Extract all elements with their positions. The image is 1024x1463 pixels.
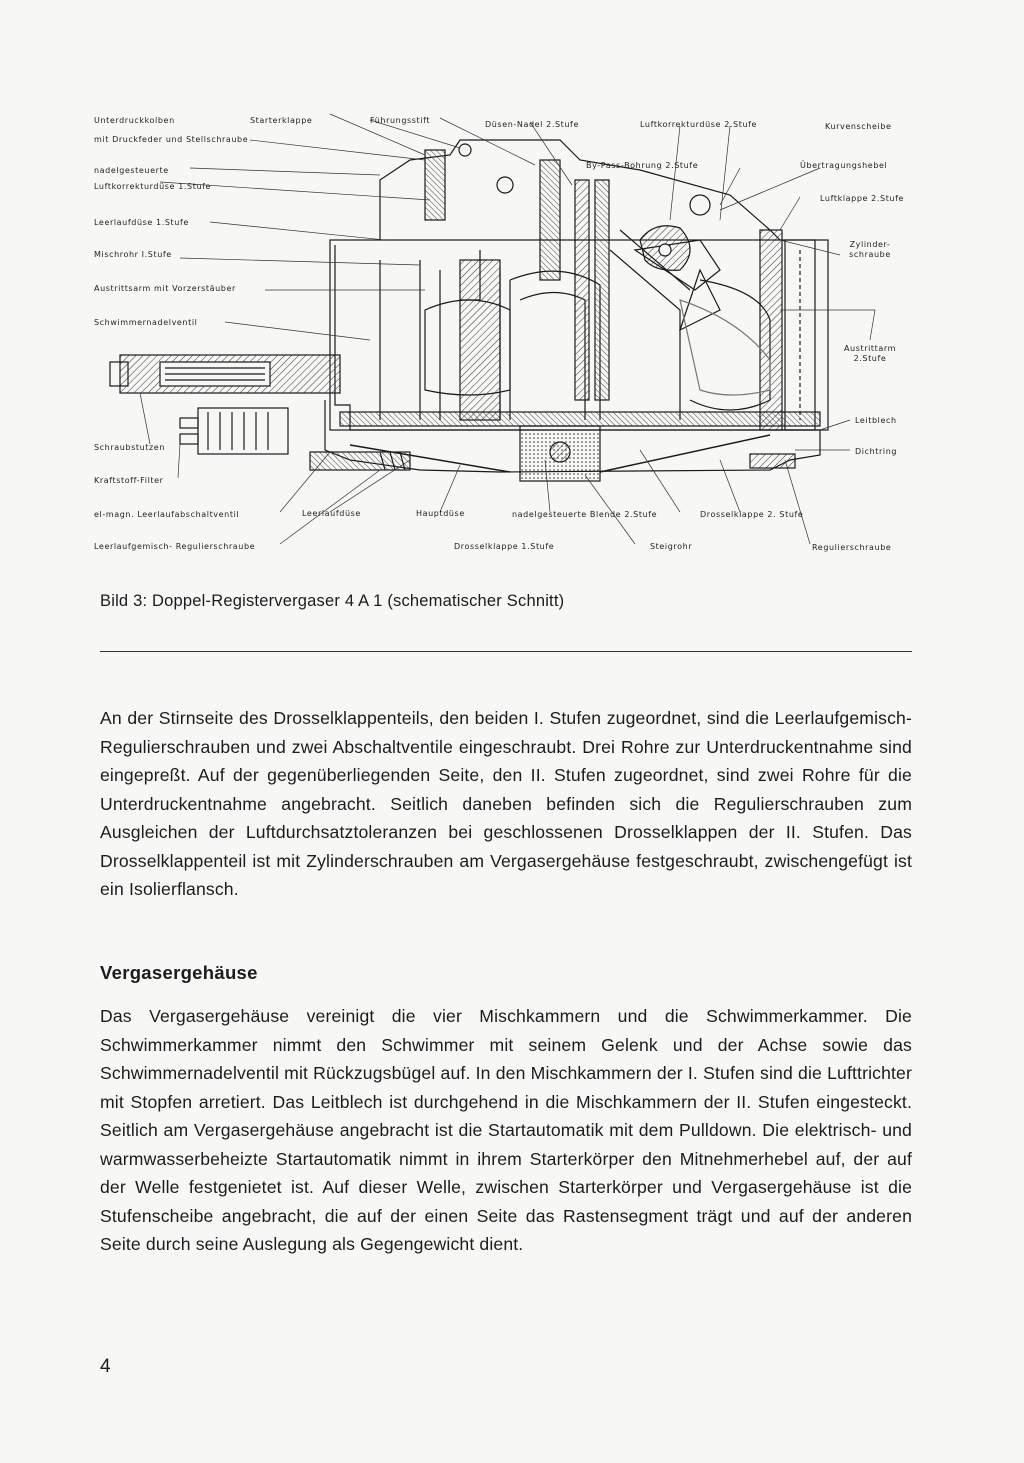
label-nadelgesteuerte: nadelgesteuerte — [94, 166, 169, 175]
label-leitblech: Leitblech — [855, 416, 897, 425]
label-mischrohr-1: Mischrohr I.Stufe — [94, 250, 172, 259]
label-drosselklappe-1: Drosselklappe 1.Stufe — [454, 542, 555, 551]
paragraph-2: Das Vergasergehäuse vereinigt die vier Mischkammern und die Schwimmerkammer. Die Schwimmerkammer nimmt den Schwimmer mit seinem Gelenk und der Achse sowie das Schwimmernadelventil mit Rückzugsbügel auf. In den Mischkammern der I. Stufen sind die Lufttrichter mit Stopfen arretiert. Das Leitblech ist durchgehend in die Mischkammern der II. Stufen eingesteckt. Seitlich am Vergasergehäuse angebracht ist die Startautomatik mit dem Pulldown. Die elektrisch- und warmwasserbeheizte Startautomatik nimmt in ihrem Starterkörper den Mitnehmerhebel auf, der auf der Welle festgenietet ist. Auf dieser Welle, zwischen Starterkörper und Vergasergehäuse ist die Stufenscheibe angebracht, die auf der einen Seite das Rastensegment trägt und auf der anderen Seite durch seine Auslegung als Gegengewicht dient. — [100, 1006, 912, 1254]
label-luftkorrekturduese-2: Luftkorrekturdüse 2.Stufe — [640, 120, 758, 129]
paragraph-1: An der Stirnseite des Drosselklappenteils, den beiden I. Stufen zugeordnet, sind die Leerlaufgemisch-Regulierschrauben und zwei Abschaltventile eingeschraubt. Drei Rohre zur Unterdruckentnahme sind eingepreßt. Auf der gegenüberliegenden Seite, den II. Stufen zugeordnet, sind zwei Rohre für die Unterdruckentnahme angebracht. Seitlich daneben befinden sich die Regulierschrauben zum Ausgleichen der Luftdurchsatztoleranzen bei geschlossenen Drosselklappen der II. Stufen. Das Drosselklappenteil ist mit Zylinderschrauben am Vergasergehäuse festgeschraubt, zwischengefügt ist ein Isolierflansch. — [100, 708, 912, 899]
label-unterdruckkolben: Unterdruckkolben — [94, 116, 175, 125]
label-kraftstoff-filter: Kraftstoff-Filter — [94, 476, 164, 485]
page-number: 4 — [100, 1356, 111, 1377]
label-drosselklappe-2: Drosselklappe 2. Stufe — [700, 510, 804, 519]
label-duesen-nadel-2: Düsen-Nadel 2.Stufe — [485, 120, 579, 129]
label-druckfeder-stellschraube: mit Druckfeder und Stellschraube — [94, 135, 249, 144]
label-starterklappe: Starterklappe — [250, 116, 313, 125]
label-austrittsarm: Austrittsarm mit Vorzerstäuber — [94, 284, 236, 293]
divider — [100, 651, 912, 652]
label-schwimmernadelventil: Schwimmernadelventil — [94, 318, 198, 327]
label-kurvenscheibe: Kurvenscheibe — [825, 122, 892, 131]
label-leerlaufduese-1: Leerlaufdüse 1.Stufe — [94, 218, 189, 227]
label-regulierschraube: Regulierschraube — [812, 543, 892, 552]
label-zylinderschraube: Zylinder- schraube — [849, 240, 891, 259]
label-steigrohr: Steigrohr — [650, 542, 693, 551]
label-uebertragungshebel: Übertragungshebel — [800, 161, 888, 170]
label-leerlaufabschaltventil: el-magn. Leerlaufabschaltventil — [94, 510, 240, 519]
label-dichtring: Dichtring — [855, 447, 898, 456]
label-austrittarm-2: Austrittarm 2.Stufe — [843, 344, 897, 363]
carburetor-cross-section — [80, 100, 920, 560]
section-heading: Vergasergehäuse — [100, 962, 258, 983]
label-bypass-bohrung-2: By-Pass-Bohrung 2.Stufe — [586, 161, 699, 170]
figure-caption: Bild 3: Doppel-Registervergaser 4 A 1 (schematischer Schnitt) — [100, 592, 565, 610]
label-luftkorrekturduese-1: Luftkorrekturdüse 1.Stufe — [94, 182, 212, 191]
label-hauptduese: Hauptdüse — [416, 509, 465, 518]
label-leerlaufgemisch-regulierschraube: Leerlaufgemisch- Regulierschraube — [94, 542, 256, 551]
label-schraubstutzen: Schraubstutzen — [94, 443, 165, 452]
carburetor-diagram — [80, 100, 920, 560]
label-luftklappe-2: Luftklappe 2.Stufe — [820, 194, 905, 203]
label-fuehrungsstift: Führungsstift — [370, 116, 431, 125]
label-blende-2: nadelgesteuerte Blende 2.Stufe — [512, 510, 658, 519]
label-leerlaufduese: Leerlaufdüse — [302, 509, 361, 518]
